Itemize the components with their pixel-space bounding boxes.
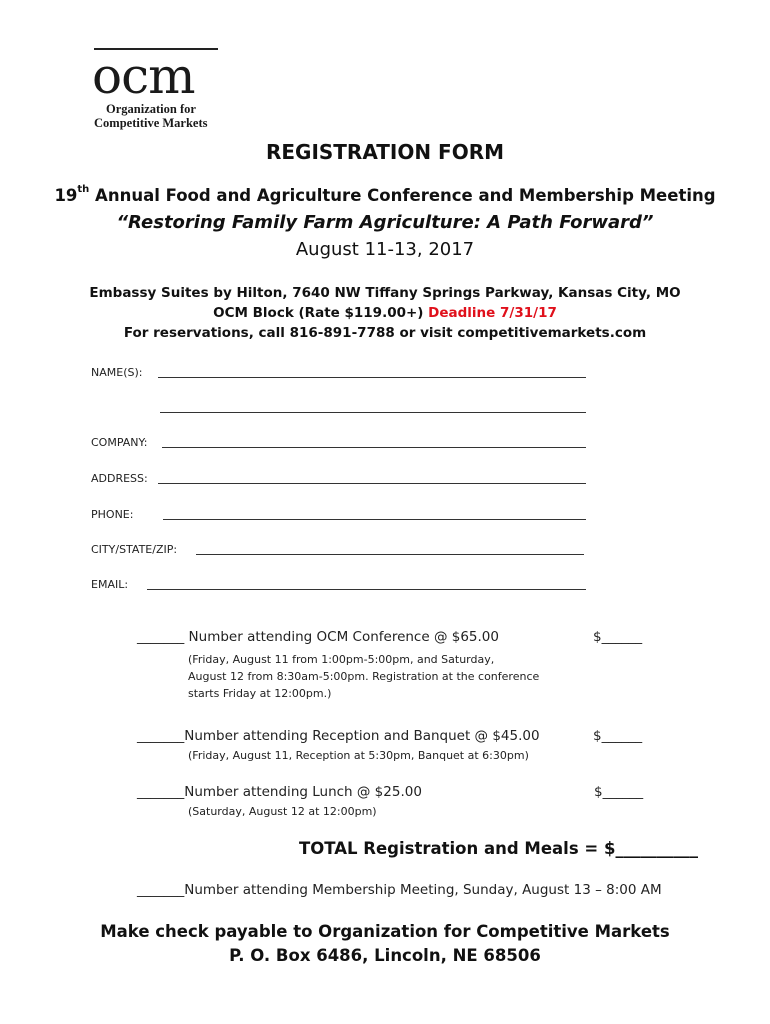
ocm-logo: ocm [92, 47, 195, 105]
logo-line-1: Organization for [106, 102, 196, 116]
phone-field[interactable] [163, 519, 586, 520]
reservation-info: For reservations, call 816-891-7788 or visit competitivemarkets.com [123, 325, 647, 341]
membership-meeting-item[interactable]: _______Number attending Membership Meeting, Sunday, August 13 – 8:00 AM [137, 882, 662, 898]
lunch-item [137, 784, 422, 800]
lunch-count-blank[interactable]: _______ [137, 784, 185, 800]
email-field[interactable] [147, 589, 586, 590]
conference-dates: August 11-13, 2017 [295, 239, 475, 260]
email-label: EMAIL: [91, 578, 129, 591]
total-registration[interactable]: TOTAL Registration and Meals = $__________ [299, 839, 698, 858]
conference-note-line-2: August 12 from 8:30am-5:00pm. Registration at the conference [188, 670, 540, 683]
subtitle-number: 19 [54, 186, 78, 205]
phone-label: PHONE: [91, 508, 134, 521]
city-state-zip-label: CITY/STATE/ZIP: [91, 543, 178, 556]
names-field-2[interactable] [160, 412, 586, 413]
names-field-1[interactable] [158, 377, 586, 378]
address-field[interactable] [158, 483, 586, 484]
conference-subtitle [0, 186, 770, 205]
logo-line-2: Competitive Markets [94, 116, 208, 130]
company-label: COMPANY: [91, 436, 148, 449]
mailing-address: P. O. Box 6486, Lincoln, NE 68506 [229, 946, 541, 965]
venue-address: Embassy Suites by Hilton, 7640 NW Tiffany Springs Parkway, Kansas City, MO [89, 285, 681, 301]
block-rate: OCM Block (Rate $119.00+) [213, 305, 429, 321]
deadline: Deadline 7/31/17 [428, 305, 557, 321]
lunch-amount[interactable]: $______ [594, 784, 644, 800]
conference-amount[interactable]: $______ [593, 629, 643, 645]
conference-count-blank[interactable]: _______ [137, 629, 185, 645]
logo-org-name [94, 102, 208, 130]
company-field[interactable] [162, 447, 586, 448]
conference-label: Number attending OCM Conference @ $65.00 [184, 629, 499, 645]
payable-to: Make check payable to Organization for Competitive Markets [100, 922, 670, 941]
lunch-label: Number attending Lunch @ $25.00 [184, 784, 422, 800]
subtitle-text: Annual Food and Agriculture Conference and Membership Meeting [89, 186, 716, 205]
conference-theme: “Restoring Family Farm Agriculture: A Path Forward” [116, 212, 654, 233]
address-label: ADDRESS: [91, 472, 148, 485]
banquet-label: Number attending Reception and Banquet @ $45.00 [184, 728, 540, 744]
names-label: NAME(S): [91, 366, 143, 379]
form-title: REGISTRATION FORM [265, 140, 505, 164]
conference-note-line-3: starts Friday at 12:00pm.) [188, 687, 332, 700]
conference-note-line-1: (Friday, August 11 from 1:00pm-5:00pm, and Saturday, [188, 653, 495, 666]
subtitle-ordinal: th [77, 184, 90, 195]
conference-item [137, 629, 499, 645]
lunch-note: (Saturday, August 12 at 12:00pm) [188, 805, 377, 818]
banquet-count-blank[interactable]: _______ [137, 728, 185, 744]
venue-block [0, 305, 770, 321]
conference-note [188, 651, 539, 702]
banquet-note: (Friday, August 11, Reception at 5:30pm, Banquet at 6:30pm) [188, 749, 529, 762]
banquet-item [137, 728, 540, 744]
banquet-amount[interactable]: $______ [593, 728, 643, 744]
city-state-zip-field[interactable] [196, 554, 584, 555]
